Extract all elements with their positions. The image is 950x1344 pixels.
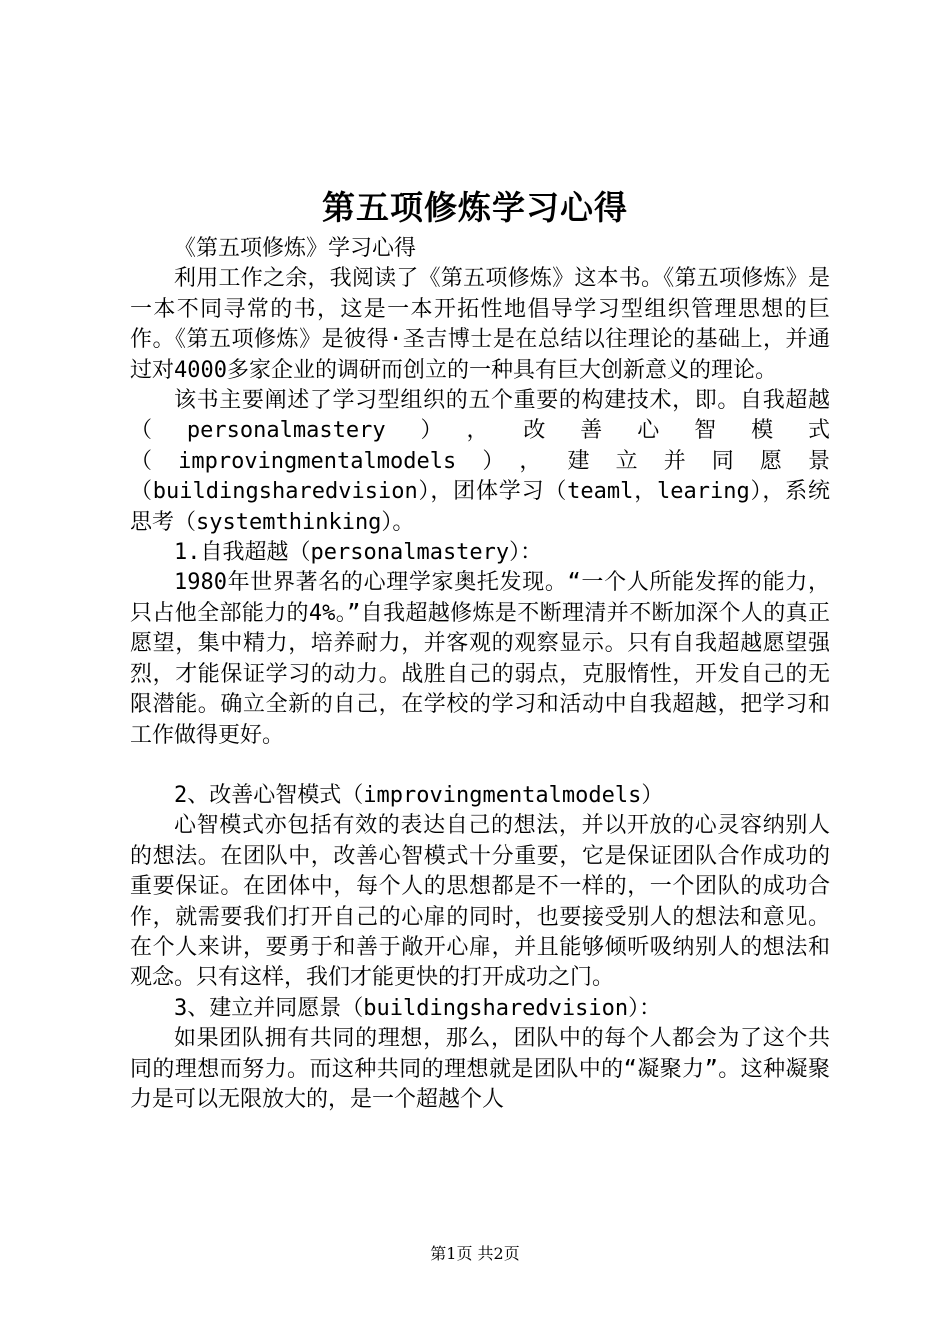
section-1-paragraph: 1980年世界著名的心理学家奥托发现。“一个人所能发挥的能力，只占他全部能力的4%。”自我超越修炼是不断理清并不断加深个人的真正愿望，集中精力，培养耐力，并客观的观察显示。只有自我超越愿望强烈，才能保证学习的动力。战胜自己的弱点，克服惰性，开发自己的无限潜能。确立全新的自己，在学校的学习和活动中自我超越，把学习和工作做得更好。: [130, 570, 830, 748]
section-2-heading: 2、改善心智模式（improvingmentalmodels）: [174, 782, 664, 808]
section-3-paragraph: 如果团队拥有共同的理想，那么，团队中的每个人都会为了这个共同的理想而努力。而这种共同的理想就是团队中的“凝聚力”。这种凝聚力是可以无限放大的，是一个超越个人: [130, 1026, 830, 1112]
intro-paragraph: 利用工作之余，我阅读了《第五项修炼》这本书。《第五项修炼》是一本不同寻常的书，这是一本开拓性地倡导学习型组织管理思想的巨作。《第五项修炼》是彼得·圣吉博士是在总结以往理论的基础上，并通过对4000多家企业的调研而创立的一种具有巨大创新意义的理论。: [130, 266, 830, 383]
subtitle: 《第五项修炼》学习心得: [174, 236, 417, 261]
section-1-heading: 1.自我超越（personalmastery）：: [174, 540, 543, 566]
page-title: 第五项修炼学习心得: [322, 188, 628, 227]
document-body: [130, 234, 830, 1115]
section-3-heading: 3、建立并同愿景（buildingsharedvision）：: [174, 995, 662, 1021]
overview-paragraph: 该书主要阐述了学习型组织的五个重要的构建技术，即。自我超越（personalmastery），改善心智模式（improvingmentalmodels），建立并同愿景（buildingsharedvision），团体学习（teaml，learing），系统思考（systemthinking）。: [130, 388, 830, 535]
page-footer: 第1页 共2页: [430, 1244, 520, 1263]
section-2-paragraph: 心智模式亦包括有效的表达自己的想法，并以开放的心灵容纳别人的想法。在团队中，改善心智模式十分重要，它是保证团队合作成功的重要保证。在团体中，每个人的思想都是不一样的，一个团队的成功合作，就需要我们打开自己的心扉的同时，也要接受别人的想法和意见。在个人来讲，要勇于和善于敞开心扉，并且能够倾听吸纳别人的想法和观念。只有这样，我们才能更快的打开成功之门。: [130, 813, 830, 991]
